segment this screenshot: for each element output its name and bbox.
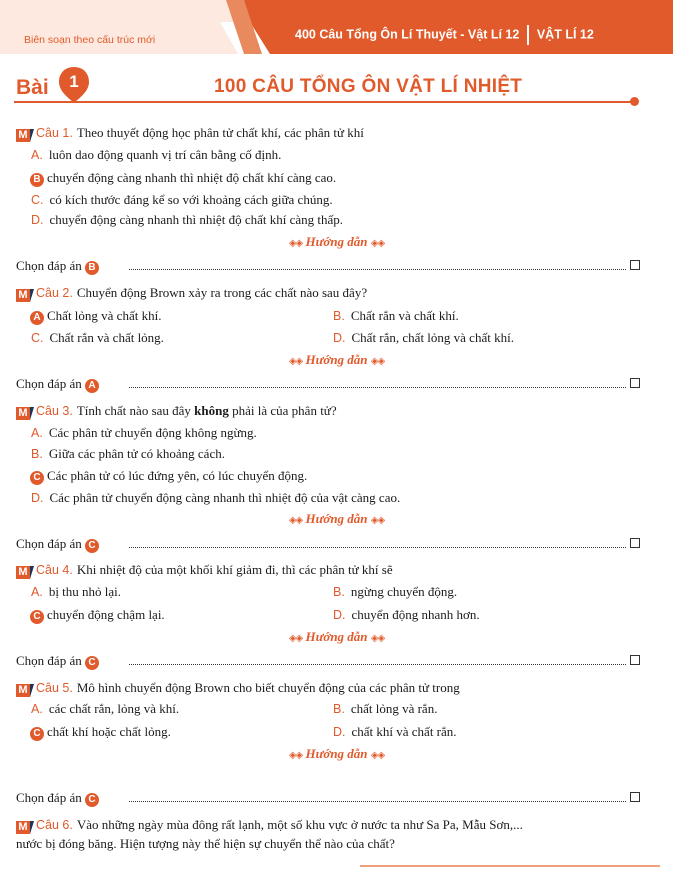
option-letter: A.: [31, 702, 43, 716]
option-letter: B.: [333, 585, 345, 599]
question-label: Câu 2.: [36, 286, 73, 300]
correct-answer-marker: C: [30, 471, 44, 485]
option-d: [31, 490, 400, 506]
answer-checkbox[interactable]: [630, 538, 640, 548]
correct-answer-marker: B: [30, 173, 44, 187]
option-letter: A.: [31, 585, 43, 599]
guide-heading: [0, 629, 673, 645]
header-subject-tag: VẬT LÍ 12: [536, 27, 594, 42]
answer-text: Chọn đáp án: [16, 536, 82, 551]
answer-text: Chọn đáp án: [16, 790, 82, 805]
option-letter: A.: [31, 426, 43, 440]
answer-line: [16, 376, 640, 392]
ornament-right: ◈◈: [370, 356, 385, 367]
question-3: [16, 403, 337, 420]
option-a-correct: [30, 308, 161, 325]
ornament-left: ◈◈: [288, 750, 303, 761]
option-letter: B.: [333, 309, 345, 323]
option-b: [333, 701, 437, 717]
option-text: Chất rắn và chất khí.: [350, 308, 459, 323]
option-letter: D.: [31, 213, 44, 227]
answer-line: [16, 790, 640, 806]
option-letter: B.: [333, 702, 345, 716]
option-d: [333, 724, 457, 740]
footer-rule: [360, 865, 660, 867]
option-c-correct: [30, 468, 307, 485]
option-text: chuyển động càng nhanh thì nhiệt độ chất khí càng thấp.: [49, 212, 344, 227]
question-1: [16, 125, 364, 142]
option-text: Các phân tử chuyển động càng nhanh thì nhiệt độ của vật càng cao.: [49, 490, 401, 505]
question-5: [16, 680, 460, 697]
header-separator: [527, 25, 529, 45]
option-letter: D.: [31, 491, 44, 505]
answer-marker: C: [85, 539, 99, 553]
answer-line: [16, 653, 640, 669]
option-c: [31, 192, 333, 208]
header-left-caption: Biên soạn theo cấu trúc mới: [24, 34, 156, 46]
answer-text: Chọn đáp án: [16, 653, 82, 668]
option-letter: C.: [31, 193, 44, 207]
answer-marker: C: [85, 793, 99, 807]
question-label: Câu 4.: [36, 563, 73, 577]
option-d: [333, 607, 480, 623]
option-text: luôn dao động quanh vị trí cân bằng cố định.: [48, 147, 282, 162]
title-underline-dot: [630, 97, 639, 106]
question-label: Câu 3.: [36, 404, 73, 418]
option-a: [31, 701, 179, 717]
answer-label: [16, 790, 102, 807]
correct-answer-marker: C: [30, 727, 44, 741]
header-right-title: [295, 25, 594, 45]
dotted-leader: [129, 547, 626, 548]
header-book-title: 400 Câu Tổng Ôn Lí Thuyết - Vật Lí 12: [295, 27, 520, 42]
answer-label: [16, 653, 102, 670]
option-c-correct: [30, 607, 165, 624]
ornament-left: ◈◈: [288, 515, 303, 526]
option-d: [333, 330, 514, 346]
option-b: [31, 446, 225, 462]
correct-answer-marker: C: [30, 610, 44, 624]
option-b-correct: [30, 170, 336, 187]
guide-label: Hướng dẫn: [305, 234, 368, 249]
guide-heading: [0, 352, 673, 368]
answer-text: Chọn đáp án: [16, 258, 82, 273]
answer-label: [16, 536, 102, 553]
option-letter: B.: [31, 447, 43, 461]
answer-label: [16, 258, 102, 275]
answer-checkbox[interactable]: [630, 655, 640, 665]
answer-marker: A: [85, 379, 99, 393]
question-text: Vào những ngày mùa đông rất lạnh, một số khu vực ở nước ta như Sa Pa, Mẫu Sơn,...: [76, 817, 523, 832]
question-text-after: phải là của phân tử?: [232, 403, 337, 418]
ornament-left: ◈◈: [288, 633, 303, 644]
answer-text: Chọn đáp án: [16, 376, 82, 391]
level-badge: M: [16, 821, 30, 834]
lesson-number: 1: [69, 72, 79, 91]
guide-heading: [0, 746, 673, 762]
option-letter: C.: [31, 331, 44, 345]
option-b: [333, 308, 459, 324]
guide-label: Hướng dẫn: [305, 746, 368, 761]
question-label: Câu 1.: [36, 126, 73, 140]
correct-answer-marker: A: [30, 311, 44, 325]
question-4: [16, 562, 393, 579]
option-letter: D.: [333, 725, 346, 739]
guide-label: Hướng dẫn: [305, 511, 368, 526]
answer-marker: B: [85, 261, 99, 275]
question-2: [16, 285, 367, 302]
level-badge: M: [16, 129, 30, 142]
answer-label: [16, 376, 102, 393]
option-text: chất khí và chất rắn.: [351, 724, 457, 739]
option-letter: D.: [333, 608, 346, 622]
option-d: [31, 212, 343, 228]
ornament-right: ◈◈: [370, 238, 385, 249]
option-text: Các phân tử chuyển động không ngừng.: [48, 425, 257, 440]
ornament-right: ◈◈: [370, 750, 385, 761]
dotted-leader: [129, 801, 626, 802]
option-a: [31, 425, 257, 441]
option-c-correct: [30, 724, 171, 741]
dotted-leader: [129, 387, 626, 388]
guide-heading: [0, 234, 673, 250]
lesson-label: Bài: [16, 76, 49, 99]
option-text: chuyển động nhanh hơn.: [351, 607, 480, 622]
question-text: Khi nhiệt độ của một khối khí giảm đi, thì các phân tử khí sẽ: [76, 562, 393, 577]
guide-label: Hướng dẫn: [305, 352, 368, 367]
answer-checkbox[interactable]: [630, 378, 640, 388]
option-text: Các phân tử có lúc đứng yên, có lúc chuyển động.: [47, 468, 308, 483]
answer-checkbox[interactable]: [630, 792, 640, 802]
option-text: các chất rắn, lỏng và khí.: [48, 701, 180, 716]
option-text: ngừng chuyển động.: [350, 584, 458, 599]
question-text: Mô hình chuyển động Brown cho biết chuyển động của các phân tử trong: [76, 680, 460, 695]
option-text: chất khí hoặc chất lỏng.: [47, 724, 171, 739]
option-text: chuyển động chậm lại.: [47, 607, 165, 622]
question-text: Theo thuyết động học phân tử chất khí, các phân tử khí: [76, 125, 364, 140]
answer-checkbox[interactable]: [630, 260, 640, 270]
option-a: [31, 147, 281, 163]
option-letter: D.: [333, 331, 346, 345]
option-text: chất lỏng và rắn.: [350, 701, 438, 716]
lesson-number-badge: [58, 66, 90, 104]
ornament-left: ◈◈: [288, 238, 303, 249]
guide-heading: [0, 511, 673, 527]
answer-line: [16, 536, 640, 552]
option-text: bị thu nhỏ lại.: [48, 584, 122, 599]
answer-line: [16, 258, 640, 274]
level-badge: M: [16, 566, 30, 579]
option-letter: A.: [31, 148, 43, 162]
lesson-title: 100 CÂU TỔNG ÔN VẬT LÍ NHIỆT: [214, 76, 523, 97]
level-badge: M: [16, 407, 30, 420]
option-a: [31, 584, 121, 600]
option-text: chuyển động càng nhanh thì nhiệt độ chất khí càng cao.: [47, 170, 337, 185]
question-label: Câu 5.: [36, 681, 73, 695]
question-6-line-2: nước bị đóng băng. Hiện tượng này thể hiện sự chuyển thể nào của chất?: [16, 836, 395, 851]
option-text: Chất rắn và chất lỏng.: [49, 330, 164, 345]
level-badge: M: [16, 684, 30, 697]
dotted-leader: [129, 269, 626, 270]
option-text: Giữa các phân tử có khoảng cách.: [48, 446, 225, 461]
option-text: Chất rắn, chất lỏng và chất khí.: [351, 330, 514, 345]
ornament-right: ◈◈: [370, 515, 385, 526]
option-b: [333, 584, 457, 600]
question-6: [16, 817, 523, 834]
ornament-left: ◈◈: [288, 356, 303, 367]
answer-marker: C: [85, 656, 99, 670]
option-text: Chất lỏng và chất khí.: [47, 308, 162, 323]
ornament-right: ◈◈: [370, 633, 385, 644]
option-text: có kích thước đáng kể so với khoảng cách giữa chúng.: [49, 192, 333, 207]
title-underline: [14, 101, 636, 103]
option-c: [31, 330, 164, 346]
level-badge: M: [16, 289, 30, 302]
question-label: Câu 6.: [36, 818, 73, 832]
question-text: Chuyển động Brown xảy ra trong các chất nào sau đây?: [76, 285, 368, 300]
question-text-before: Tính chất nào sau đây: [76, 403, 191, 418]
question-text-emphasis: không: [194, 403, 229, 418]
guide-label: Hướng dẫn: [305, 629, 368, 644]
dotted-leader: [129, 664, 626, 665]
